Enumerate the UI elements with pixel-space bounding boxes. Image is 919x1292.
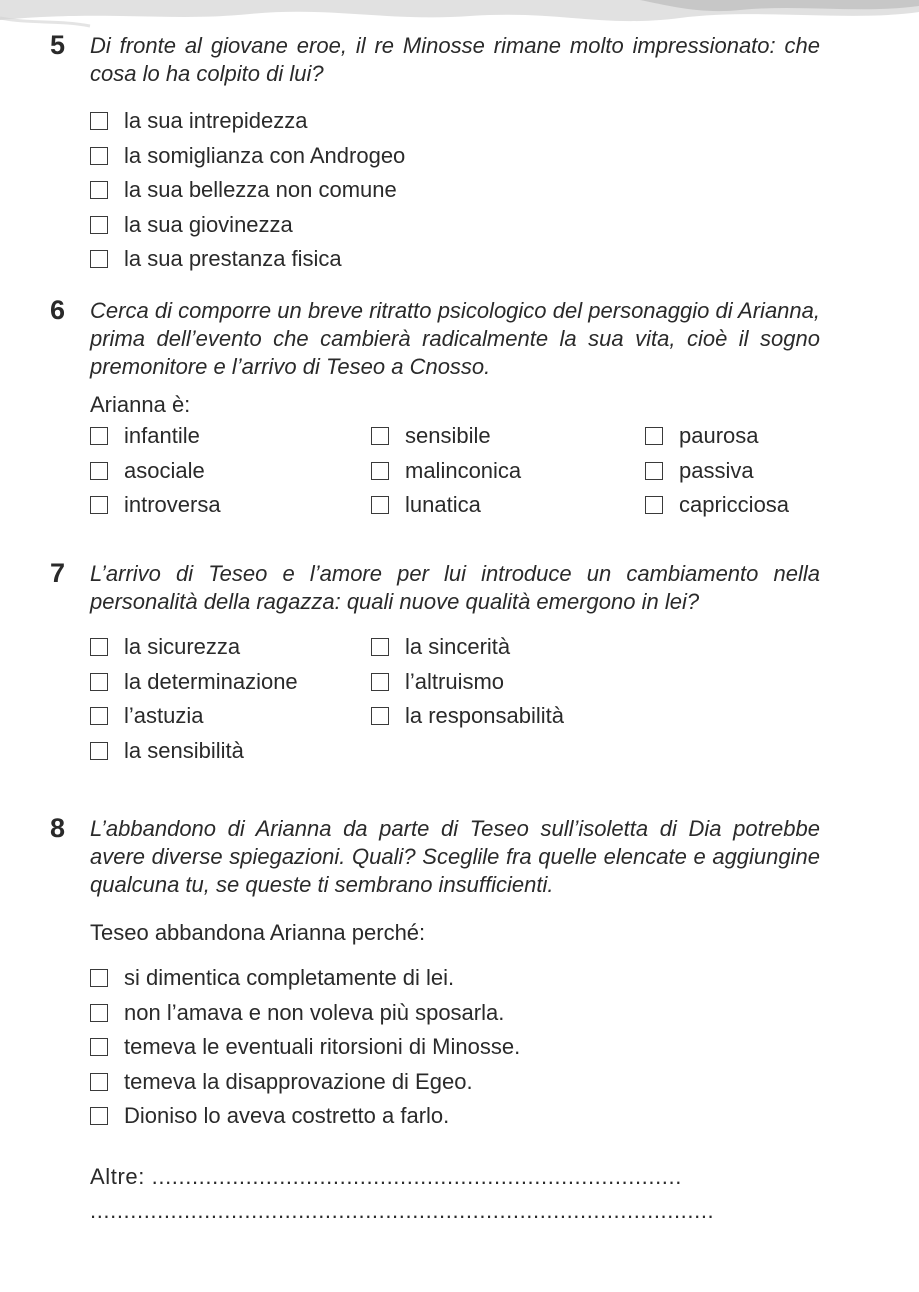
option-label: temeva la disapprovazione di Egeo. bbox=[124, 1068, 473, 1094]
option-grid bbox=[90, 419, 820, 523]
option[interactable] bbox=[90, 734, 371, 769]
option[interactable] bbox=[90, 454, 371, 489]
checkbox[interactable] bbox=[90, 1107, 108, 1125]
option-label: la sua prestanza fisica bbox=[124, 246, 342, 272]
question-6 bbox=[50, 297, 820, 523]
option[interactable] bbox=[90, 699, 371, 734]
option-label: passiva bbox=[679, 457, 754, 483]
other-label: Altre: bbox=[90, 1163, 145, 1189]
checkbox[interactable] bbox=[90, 496, 108, 514]
option[interactable] bbox=[90, 242, 820, 277]
checkbox[interactable] bbox=[371, 427, 389, 445]
option-label: capricciosa bbox=[679, 492, 790, 518]
question-7 bbox=[50, 560, 820, 768]
other-answer-line-2[interactable]: ............................................................................................. bbox=[90, 1197, 715, 1223]
option-label: asociale bbox=[124, 457, 205, 483]
option[interactable] bbox=[90, 1030, 820, 1065]
checkbox[interactable] bbox=[90, 462, 108, 480]
option[interactable] bbox=[90, 488, 371, 523]
checkbox[interactable] bbox=[90, 742, 108, 760]
other-answer-line[interactable]: Altre: ............................................................................... bbox=[90, 1163, 682, 1189]
checkbox[interactable] bbox=[645, 496, 663, 514]
option-list bbox=[90, 104, 820, 277]
option-label: la responsabilità bbox=[405, 703, 564, 729]
option[interactable] bbox=[90, 1099, 820, 1134]
option[interactable] bbox=[371, 665, 671, 700]
option-list bbox=[90, 961, 820, 1134]
answer-lead: Teseo abbandona Arianna perché: bbox=[90, 920, 426, 945]
option[interactable] bbox=[90, 1065, 820, 1100]
checkbox[interactable] bbox=[90, 147, 108, 165]
option-grid bbox=[90, 630, 820, 768]
question-prompt: Cerca di comporre un breve ritratto psicologico del personaggio di Arianna, prima dell’evento che cambierà radicalmente la sua vita, cioè il sogno premonitore e l’arrivo di Teseo a Cnosso. bbox=[90, 298, 820, 379]
checkbox[interactable] bbox=[90, 638, 108, 656]
option-label: la sicurezza bbox=[124, 634, 241, 660]
option-label: la sua giovinezza bbox=[124, 211, 293, 237]
question-prompt: Di fronte al giovane eroe, il re Minosse rimane molto impressionato: che cosa lo ha colpito di lui? bbox=[90, 33, 820, 86]
option-label: introversa bbox=[124, 492, 221, 518]
option[interactable] bbox=[371, 454, 645, 489]
option[interactable] bbox=[645, 488, 825, 523]
question-5 bbox=[50, 32, 820, 277]
option-label: la sua intrepidezza bbox=[124, 108, 308, 134]
option-label: l’astuzia bbox=[124, 703, 204, 729]
checkbox[interactable] bbox=[90, 1038, 108, 1056]
question-8 bbox=[50, 815, 820, 1228]
answer-lead: Arianna è: bbox=[90, 392, 191, 417]
option[interactable] bbox=[90, 996, 820, 1031]
checkbox[interactable] bbox=[645, 427, 663, 445]
option[interactable] bbox=[90, 419, 371, 454]
checkbox[interactable] bbox=[90, 112, 108, 130]
question-number: 6 bbox=[50, 295, 66, 325]
option-label: la somiglianza con Androgeo bbox=[124, 142, 406, 168]
option[interactable] bbox=[90, 630, 371, 665]
question-prompt: L’abbandono di Arianna da parte di Teseo sull’isoletta di Dia potrebbe avere diverse spiegazioni. Quali? Sceglile fra quelle elencate e aggiungine qualcuna tu, se queste ti sembrano insufficienti. bbox=[90, 816, 820, 897]
question-number: 8 bbox=[50, 813, 66, 843]
option[interactable] bbox=[90, 961, 820, 996]
option-label: malinconica bbox=[405, 457, 522, 483]
option-label: la sensibilità bbox=[124, 737, 244, 763]
option[interactable] bbox=[90, 104, 820, 139]
checkbox[interactable] bbox=[90, 250, 108, 268]
checkbox[interactable] bbox=[90, 673, 108, 691]
checkbox[interactable] bbox=[90, 216, 108, 234]
checkbox[interactable] bbox=[90, 707, 108, 725]
option-label: temeva le eventuali ritorsioni di Minosse. bbox=[124, 1034, 521, 1060]
option-label: la determinazione bbox=[124, 668, 298, 694]
option-label: Dioniso lo aveva costretto a farlo. bbox=[124, 1103, 450, 1129]
checkbox[interactable] bbox=[90, 1073, 108, 1091]
option-label: la sincerità bbox=[405, 634, 511, 660]
option[interactable] bbox=[90, 665, 371, 700]
option[interactable] bbox=[90, 139, 820, 174]
option-label: l’altruismo bbox=[405, 668, 505, 694]
option-label: paurosa bbox=[679, 423, 759, 449]
option[interactable] bbox=[90, 173, 820, 208]
checkbox[interactable] bbox=[90, 427, 108, 445]
option[interactable] bbox=[645, 454, 825, 489]
checkbox[interactable] bbox=[371, 462, 389, 480]
option-label: lunatica bbox=[405, 492, 481, 518]
checkbox[interactable] bbox=[371, 496, 389, 514]
checkbox[interactable] bbox=[90, 969, 108, 987]
question-number: 7 bbox=[50, 558, 66, 588]
checkbox[interactable] bbox=[371, 638, 389, 656]
checkbox[interactable] bbox=[371, 673, 389, 691]
option-label: si dimentica completamente di lei. bbox=[124, 965, 455, 991]
option[interactable] bbox=[371, 488, 645, 523]
option[interactable] bbox=[90, 208, 820, 243]
checkbox[interactable] bbox=[645, 462, 663, 480]
option[interactable] bbox=[371, 699, 671, 734]
question-number: 5 bbox=[50, 30, 66, 60]
option-label: infantile bbox=[124, 423, 200, 449]
question-prompt: L’arrivo di Teseo e l’amore per lui introduce un cambiamento nella personalità della ragazza: quali nuove qualità emergono in lei? bbox=[90, 561, 820, 614]
option[interactable] bbox=[645, 419, 825, 454]
checkbox[interactable] bbox=[90, 1004, 108, 1022]
checkbox[interactable] bbox=[371, 707, 389, 725]
option[interactable] bbox=[371, 419, 645, 454]
option[interactable] bbox=[371, 630, 671, 665]
option-label: non l’amava e non voleva più sposarla. bbox=[124, 999, 505, 1025]
checkbox[interactable] bbox=[90, 181, 108, 199]
option-label: sensibile bbox=[405, 423, 491, 449]
option-label: la sua bellezza non comune bbox=[124, 177, 397, 203]
